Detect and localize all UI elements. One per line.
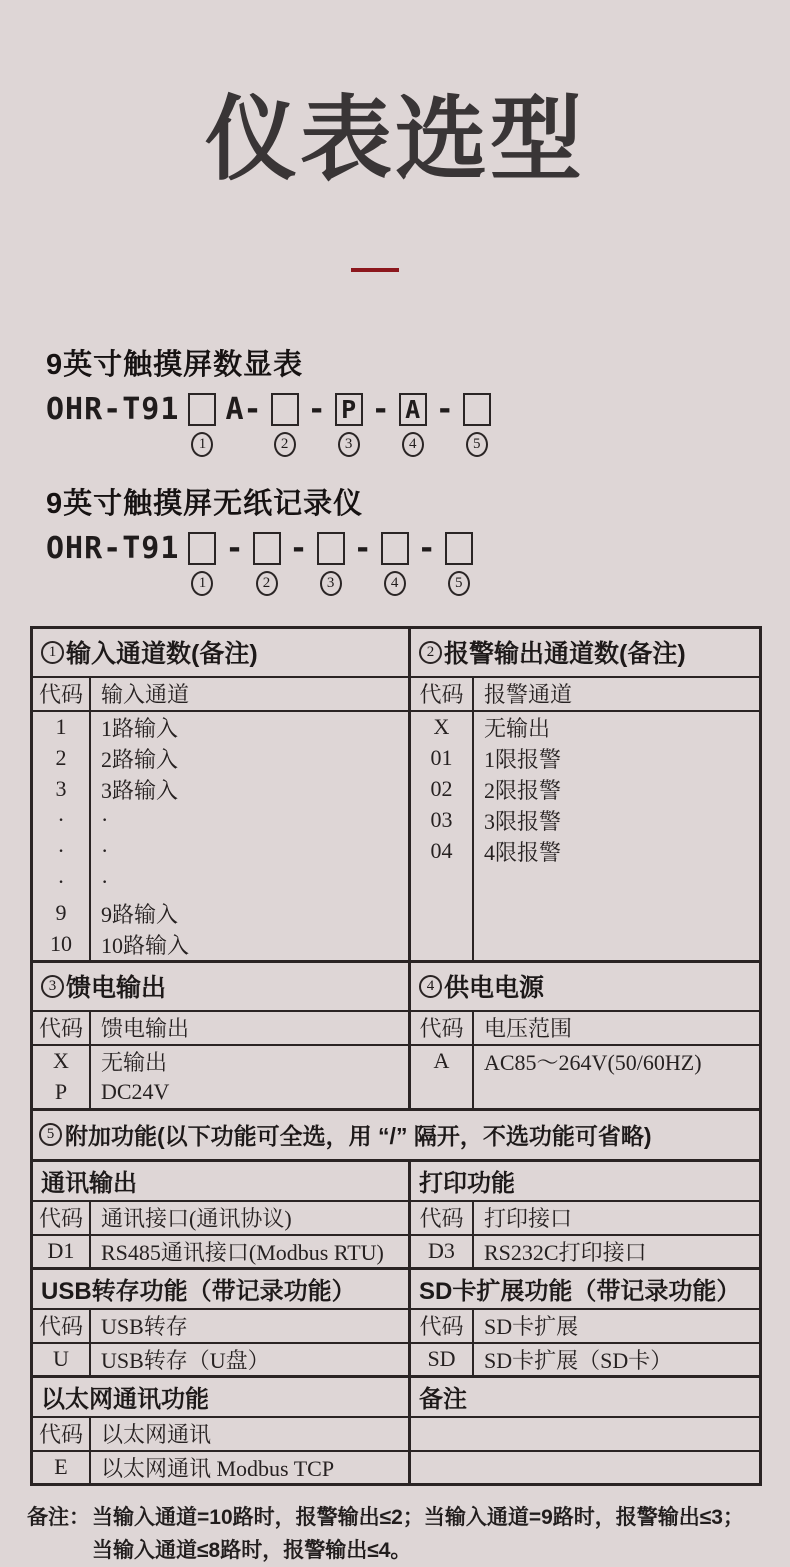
code-value: A <box>433 1048 450 1074</box>
label-value: USB转存（U盘） <box>101 1347 270 1373</box>
model-box <box>317 532 345 565</box>
model-slot-1 <box>188 393 216 457</box>
footnote-line: 当输入通道≤8路时，报警输出≤4。 <box>92 1538 412 1562</box>
section-header-sd-expansion: SD卡扩展功能（带记录功能） <box>419 1278 741 1306</box>
label-value: 9路输入 <box>101 901 179 927</box>
code-value: 10 <box>50 931 72 957</box>
sd-code-list <box>411 1344 474 1375</box>
label-column-header: SD卡扩展 <box>484 1314 579 1340</box>
band-header-feed-power <box>33 960 759 1010</box>
model-separator: - <box>371 391 390 427</box>
usb-label-list <box>91 1344 411 1375</box>
label-value: · <box>101 807 109 833</box>
model-slot-2 <box>271 393 299 457</box>
model-code-row <box>46 393 790 457</box>
section-header-feed-output <box>33 963 411 1010</box>
label-value: · <box>101 838 109 864</box>
code-value: 1 <box>55 714 67 740</box>
code-value: X <box>433 714 450 740</box>
model-separator: - <box>417 530 436 566</box>
model-box <box>253 532 281 565</box>
section-title: 报警输出通道数(备注) <box>444 640 686 669</box>
label-column-header: 馈电输出 <box>91 1012 411 1044</box>
code-column-header: 代码 <box>33 1418 91 1450</box>
footnote <box>27 1501 790 1567</box>
code-column-header: 代码 <box>411 1012 474 1044</box>
section-header-power-supply <box>411 963 759 1010</box>
circled-number: 3 <box>41 975 64 998</box>
circled-number: 2 <box>419 641 442 664</box>
model-box: A <box>399 393 427 426</box>
hero <box>0 0 790 191</box>
band-body-input-alarm <box>33 710 759 960</box>
product-block-digital-display <box>46 342 790 457</box>
band-subheader-comm-print <box>33 1200 759 1234</box>
model-slot-3 <box>317 532 345 596</box>
section-header-remark: 备注 <box>419 1386 467 1414</box>
model-prefix: OHR-T91 <box>46 530 180 566</box>
label-value: 3限报警 <box>484 808 562 834</box>
model-separator: - <box>353 530 372 566</box>
section-header-alarm-channels <box>411 629 759 676</box>
circled-number: 4 <box>384 571 406 596</box>
product-model-sections <box>46 342 790 596</box>
circled-number: 5 <box>466 432 488 457</box>
label-column-header: 通讯接口(通讯协议) <box>91 1202 411 1234</box>
code-value: 2 <box>55 745 67 771</box>
alarm-code-list <box>411 712 474 960</box>
product-block-paperless-recorder <box>46 481 790 596</box>
feed-label-list <box>91 1046 411 1108</box>
section-title: 输入通道数(备注) <box>66 640 258 669</box>
band-header-ethernet-remark <box>33 1375 759 1416</box>
section-header-input-channels <box>33 629 411 676</box>
label-value: 10路输入 <box>101 932 190 958</box>
footnote-line: 当输入通道=10路时，报警输出≤2；当输入通道=9路时，报警输出≤3； <box>92 1505 744 1529</box>
section-header-print-function: 打印功能 <box>419 1170 515 1198</box>
label-value: 1限报警 <box>484 746 562 772</box>
remark-empty-cell <box>411 1452 759 1483</box>
model-box <box>188 532 216 565</box>
red-divider <box>351 268 399 272</box>
label-value: · <box>101 869 109 895</box>
band-header-comm-print <box>33 1159 759 1200</box>
band-body-ethernet-remark <box>33 1450 759 1483</box>
model-separator: - <box>289 530 308 566</box>
page-title: 仪表选型 <box>204 89 585 191</box>
code-value: SD <box>427 1346 456 1372</box>
alarm-label-list <box>474 712 759 960</box>
model-slot-5 <box>445 532 473 596</box>
comm-code-list <box>33 1236 91 1267</box>
model-slot-3 <box>335 393 363 457</box>
label-value: 1路输入 <box>101 715 179 741</box>
label-column-header: 输入通道 <box>91 678 411 710</box>
footnote-lines <box>90 1501 744 1567</box>
label-column-header: 打印接口 <box>484 1206 573 1232</box>
model-box <box>381 532 409 565</box>
band-subheader-ethernet-remark <box>33 1416 759 1450</box>
band-extra-functions <box>33 1108 759 1159</box>
model-box: P <box>335 393 363 426</box>
circled-number: 5 <box>448 571 470 596</box>
model-slot-4 <box>381 532 409 596</box>
label-value: 以太网通讯 Modbus TCP <box>101 1455 335 1481</box>
band-body-feed-power <box>33 1044 759 1108</box>
circled-number: 3 <box>320 571 342 596</box>
circled-number: 2 <box>256 571 278 596</box>
code-column-header: 代码 <box>33 678 91 710</box>
label-value: 无输出 <box>484 715 551 741</box>
label-value: AC85～264V(50/60HZ) <box>484 1049 702 1075</box>
label-column-header: 报警通道 <box>484 682 573 708</box>
model-separator: - <box>435 391 454 427</box>
section-header-usb-transfer: USB转存功能（带记录功能） <box>33 1270 411 1308</box>
ethernet-code-list <box>33 1452 91 1483</box>
ethernet-label-list <box>91 1452 411 1483</box>
code-value: D3 <box>428 1238 455 1264</box>
model-slot-1 <box>188 532 216 596</box>
model-separator: - <box>225 530 244 566</box>
section-header-comm-output: 通讯输出 <box>33 1162 411 1200</box>
label-value: SD卡扩展（SD卡） <box>484 1347 673 1373</box>
circled-number: 4 <box>402 432 424 457</box>
label-column-header: 以太网通讯 <box>91 1418 411 1450</box>
print-code-list <box>411 1236 474 1267</box>
circled-number: 1 <box>191 432 213 457</box>
code-column-header: 代码 <box>33 1012 91 1044</box>
model-box <box>188 393 216 426</box>
model-prefix: OHR-T91 <box>46 391 180 427</box>
section-title: 馈电输出 <box>66 974 167 1003</box>
selection-table <box>30 626 762 1486</box>
label-value: RS485通讯接口(Modbus RTU) <box>101 1239 384 1265</box>
footnote-label: 备注： <box>27 1505 90 1529</box>
code-value: X <box>53 1048 69 1074</box>
model-box <box>271 393 299 426</box>
print-label-list <box>474 1236 759 1267</box>
sd-label-list <box>474 1344 759 1375</box>
circled-number: 5 <box>39 1123 62 1146</box>
model-slot-5 <box>463 393 491 457</box>
code-value: D1 <box>47 1238 75 1264</box>
usb-code-list <box>33 1344 91 1375</box>
band-body-usb-sd <box>33 1342 759 1375</box>
code-value: 04 <box>430 838 453 864</box>
power-code-list <box>411 1046 474 1108</box>
band-subheader-feed-power <box>33 1010 759 1044</box>
band-header-usb-sd <box>33 1267 759 1308</box>
product-heading: 9英寸触摸屏无纸记录仪 <box>46 487 364 520</box>
code-column-header: 代码 <box>411 1202 474 1234</box>
label-value: 3路输入 <box>101 777 179 803</box>
model-slot-4 <box>399 393 427 457</box>
code-value: · <box>57 869 65 895</box>
power-label-list <box>474 1046 759 1108</box>
code-value: 01 <box>430 745 453 771</box>
model-box <box>445 532 473 565</box>
section-header-extra-functions <box>33 1111 759 1159</box>
code-value: 03 <box>430 807 453 833</box>
section-title: 供电电源 <box>444 974 545 1003</box>
band-subheader-usb-sd <box>33 1308 759 1342</box>
label-value: 2路输入 <box>101 746 179 772</box>
model-box <box>463 393 491 426</box>
circled-number: 4 <box>419 975 442 998</box>
circled-number: 1 <box>191 571 213 596</box>
circled-number: 1 <box>41 641 64 664</box>
input-label-list <box>91 712 411 960</box>
code-value: · <box>57 838 65 864</box>
circled-number: 2 <box>274 432 296 457</box>
label-value: 无输出 <box>101 1049 168 1075</box>
label-value: RS232C打印接口 <box>484 1239 647 1265</box>
comm-label-list <box>91 1236 411 1267</box>
code-value: U <box>53 1346 69 1372</box>
code-value: · <box>57 807 65 833</box>
label-value: 4限报警 <box>484 839 562 865</box>
band-subheader-input-alarm <box>33 676 759 710</box>
band-body-comm-print <box>33 1234 759 1267</box>
model-separator: - <box>307 391 326 427</box>
code-value: E <box>54 1454 68 1480</box>
code-column-header: 代码 <box>411 678 474 710</box>
code-column-header: 代码 <box>411 1310 474 1342</box>
code-value: 02 <box>430 776 453 802</box>
label-value: 2限报警 <box>484 777 562 803</box>
product-heading: 9英寸触摸屏数显表 <box>46 348 304 381</box>
label-column-header: USB转存 <box>91 1310 411 1342</box>
code-value: 3 <box>55 776 67 802</box>
label-value: DC24V <box>101 1079 170 1105</box>
remark-empty-cell <box>411 1418 759 1450</box>
model-separator: A- <box>225 391 262 427</box>
model-code-row <box>46 532 790 596</box>
code-column-header: 代码 <box>33 1202 91 1234</box>
code-value: 9 <box>55 900 67 926</box>
model-slot-2 <box>253 532 281 596</box>
section-title: 附加功能(以下功能可全选，用 “/” 隔开，不选功能可省略) <box>65 1123 652 1150</box>
code-value: P <box>54 1079 68 1105</box>
input-code-list <box>33 712 91 960</box>
circled-number: 3 <box>338 432 360 457</box>
code-column-header: 代码 <box>33 1310 91 1342</box>
feed-code-list <box>33 1046 91 1108</box>
label-column-header: 电压范围 <box>484 1016 573 1042</box>
section-header-ethernet: 以太网通讯功能 <box>33 1378 411 1416</box>
band-header-input-alarm <box>33 629 759 676</box>
